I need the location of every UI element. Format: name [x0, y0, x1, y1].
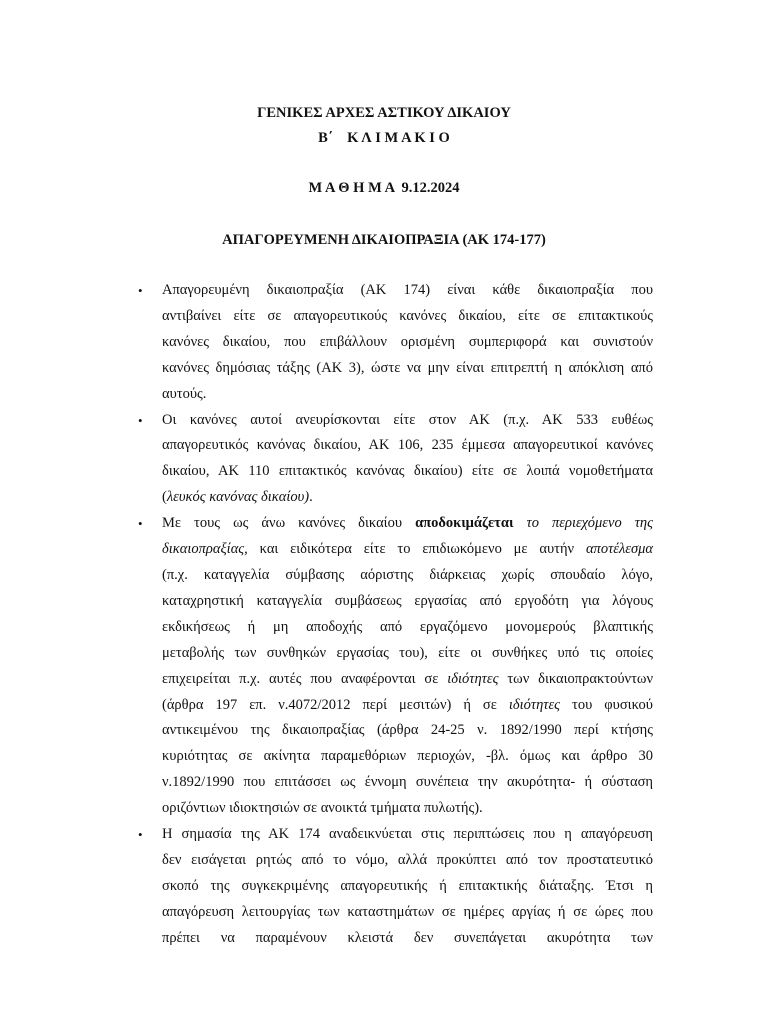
text-line: (π.χ. καταγγελία σύμβασης αόριστης διάρκειας χωρίς σπουδαίο λόγο, — [162, 566, 653, 583]
list-item — [131, 408, 653, 512]
text-line: Η σημασία της ΑΚ 174 αναδεικνύεται στις περιπτώσεις που η απαγόρευση — [162, 826, 653, 843]
italic-text: ιδιότητες — [447, 670, 499, 687]
italic-text: το περιεχόμενο της — [513, 515, 654, 532]
bold-text: αποδοκιμάζεται — [415, 515, 514, 532]
course-level: Β΄ Κ Λ Ι Μ Α Κ Ι Ο — [318, 130, 450, 146]
italic-text: ιδιότητες — [508, 696, 561, 713]
text-line: καταχρηστική καταγγελία συμβάσεως εργασίας από εργοδότη για λόγους — [162, 592, 653, 609]
text-fragment: του φυσικού — [560, 696, 653, 713]
text-line — [162, 693, 653, 719]
text-line: Οι κανόνες αυτοί ανευρίσκονται είτε στον ΑΚ (π.χ. ΑΚ 533 ευθέως — [162, 411, 653, 428]
text-line: κανόνες δημόσιας τάξης (ΑΚ 3), ώστε να μην είναι επιτρεπτή η απόκλιση από — [162, 359, 653, 376]
text-line — [162, 667, 653, 693]
text-line: σκοπό της συγκεκριμένης απαγορευτικής ή επιτακτικής διάταξης. Έτσι η — [162, 877, 653, 894]
text-fragment: Με τους ως άνω κανόνες δικαίου — [162, 515, 416, 532]
text-line — [162, 485, 653, 511]
text-fragment: ( — [162, 489, 167, 506]
text-line: δεν εισάγεται ρητώς από το νόμο, αλλά προκύπτει από τον προστατευτικό — [162, 851, 653, 868]
text-line: πρέπει να παραμένουν κλειστά δεν συνεπάγεται ακυρότητα των — [162, 929, 653, 946]
text-line: αυτούς. — [162, 385, 207, 402]
text-line: Απαγορευμένη δικαιοπραξία (ΑΚ 174) είναι κάθε δικαιοπραξία που — [162, 282, 653, 298]
text-line — [162, 537, 653, 563]
list-item — [131, 511, 653, 822]
text-fragment: και ειδικότερα είτε το επιδιωκόμενο με αυτήν — [247, 541, 586, 558]
list-item — [131, 278, 653, 408]
section-heading: ΑΠΑΓΟΡΕΥΜΕΝΗ ΔΙΚΑΙΟΠΡΑΞΙΑ (ΑΚ 174-177) — [222, 232, 546, 248]
text-line: ν.1892/1990 που επιτάσσει ως έννομη συνέπεια την ακυρότητα- ή σύσταση — [162, 774, 653, 791]
italic-text: δικαιοπραξίας, — [162, 541, 248, 558]
text-line: αντικειμένου της δικαιοπραξίας (άρθρα 24-25 ν. 1892/1990 περί κτήσης — [162, 722, 653, 739]
bullet-icon: • — [138, 827, 143, 843]
text-line: μεταβολής των συνθηκών εργασίας του), είτε οι συνθήκες υπό τις οποίες — [162, 644, 653, 661]
text-line: εκδικήσεως ή μη αποδοχής από εργαζόμενο μονομερούς βλαπτικής — [162, 618, 653, 635]
text-line: οριζόντιων ιδιοκτησιών σε ανοικτά τμήματα πυλωτής). — [162, 800, 483, 817]
text-line: απαγόρευση λειτουργίας των καταστημάτων σε ημέρες αργίας ή σε ώρες που — [162, 903, 653, 920]
text-fragment: . — [309, 489, 313, 506]
italic-text: λευκός κανόνας δικαίου) — [166, 489, 310, 506]
bullet-icon: • — [138, 516, 143, 532]
bullet-icon: • — [138, 412, 143, 428]
course-title: ΓΕΝΙΚΕΣ ΑΡΧΕΣ ΑΣΤΙΚΟΥ ΔΙΚΑΙΟΥ — [257, 105, 511, 121]
text-line: απαγορευτικός κανόνας δικαίου, ΑΚ 106, 235 έμμεσα απαγορευτικοί κανόνες — [162, 437, 653, 454]
text-line: κυριότητας σε ακίνητα παραμεθόριων περιοχών, -βλ. όμως και άρθρο 30 — [162, 748, 653, 765]
text-line — [162, 511, 653, 537]
lesson-date: Μ Α Θ Η Μ Α 9.12.2024 — [308, 180, 460, 196]
text-line: δικαίου, ΑΚ 110 επιτακτικός κανόνας δικαίου) είτε σε λοιπά νομοθετήματα — [162, 463, 653, 480]
text-fragment: των δικαιοπρακτούντων — [498, 670, 653, 687]
text-line: αντιβαίνει είτε σε απαγορευτικούς κανόνες δικαίου, είτε σε επιτακτικούς — [162, 307, 653, 324]
italic-text: αποτέλεσμα — [585, 541, 653, 558]
text-line: κανόνες δικαίου, που επιβάλλουν ορισμένη συμπεριφορά και συνιστούν — [162, 333, 653, 350]
bullet-list — [131, 278, 653, 952]
list-item — [131, 822, 653, 952]
bullet-icon: • — [138, 283, 143, 298]
text-fragment: επιχειρείται π.χ. αυτές που αναφέρονται σε — [162, 670, 448, 687]
text-fragment: (άρθρα 197 επ. ν.4072/2012 περί μεσιτών) ή σε — [162, 696, 509, 713]
